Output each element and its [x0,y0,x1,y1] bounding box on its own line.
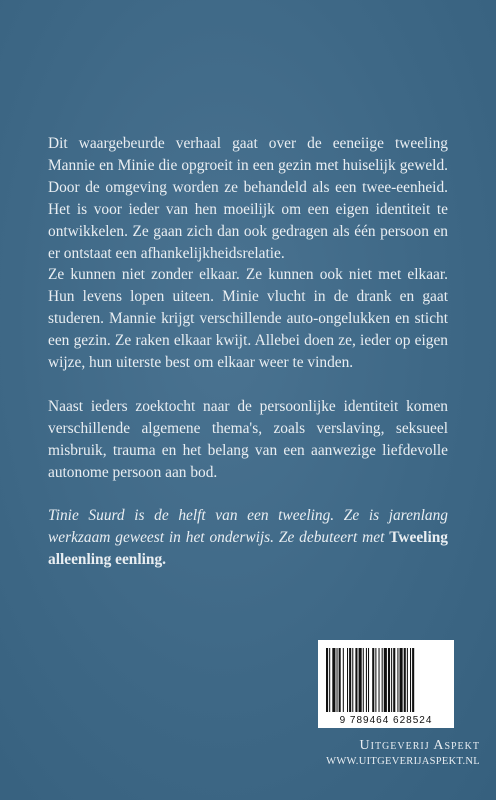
paragraph-gap [48,374,448,396]
barcode-bar [339,648,341,712]
blurb-paragraph-3: Naast ieders zoektocht naar de persoonlijke identiteit komen verschillende algemene thema's, zoals verslaving, seksueel misbruik, trauma en het belang van een aanwezige liefdevolle autonome persoon aan bod. [48,397,448,481]
barcode-bar [368,648,369,712]
barcode-bar [407,648,408,712]
publisher-name: Uitgeverij Aspekt [359,738,480,753]
barcode-bar [366,648,367,712]
barcode-bar [404,648,406,712]
barcode-bar [379,648,380,712]
barcode-bar [412,648,414,712]
barcode-bar [388,648,390,712]
book-title: Tweeling alleenling eenling. [48,529,448,569]
barcode-bar [382,648,383,712]
barcode-bar [329,648,330,712]
barcode-bar [397,648,398,712]
barcode-bars [326,648,446,712]
barcode-bar [352,648,353,712]
barcode-bar [393,648,395,712]
barcode-bar [349,648,351,712]
barcode-bar [391,648,392,712]
barcode-bar [375,648,376,712]
blurb-text [48,133,448,571]
blurb-paragraph-2: Ze kunnen niet zonder elkaar. Ze kunnen ook niet met elkaar. Hun levens lopen uiteen. Minie vlucht in de drank en gaat studeren. Mannie krijgt verschillende auto-ongelukken en sticht een gezin. Ze raken elkaar kwijt. Allebei doen ze, ieder op eigen wijze, hun uiterste best om elkaar weer te vinden. [48,266,448,372]
publisher-website: WWW.UITGEVERIJASPEKT.NL [326,756,480,767]
author-bio [48,505,448,571]
barcode-bar [410,648,411,712]
blurb-paragraph-1: Dit waargebeurde verhaal gaat over de eeneiige tweeling Mannie en Minie die opgroeit in een gezin met huiselijk geweld. Door de omgeving worden ze behandeld als een twee-eenheid. Het is voor ieder van hen moeilijk om een eigen identiteit te ontwikkelen. Ze gaan zich dan ook gedragen als één persoon en er ontstaat een afhankelijkheidsrelatie. [48,135,448,262]
barcode-bar [359,648,362,712]
barcode-bar [363,648,364,712]
barcode-bar [337,648,338,712]
isbn-number: 9 789464 628524 [339,715,433,726]
author-bio-text: Tinie Suurd is de helft van een tweeling. Ze is jarenlang werkzaam geweest in het onderwijs. Ze debuteert met [48,507,448,547]
barcode-bar [400,648,403,712]
barcode-bar [372,648,374,712]
barcode-bar [332,648,335,712]
barcode-bar [343,648,344,712]
barcode-bar [384,648,387,712]
barcode-bar [355,648,357,712]
barcode-bar [347,648,348,712]
barcode-bar [326,648,328,712]
paragraph-gap [48,483,448,505]
isbn-barcode [318,640,454,728]
